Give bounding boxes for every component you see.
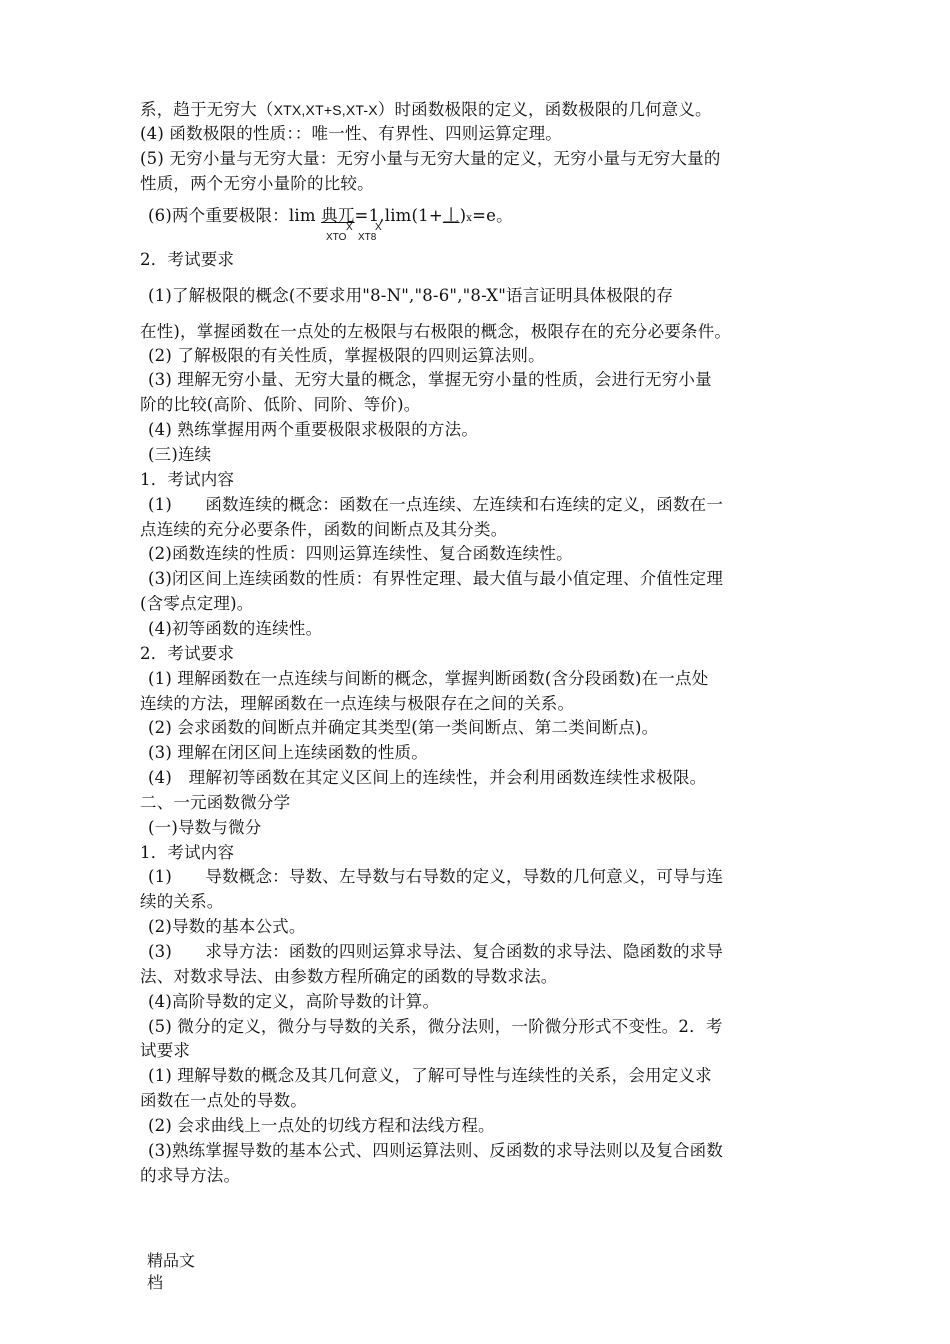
text-line: 2．考试要求	[140, 250, 235, 269]
text-line: (含零点定理)。	[140, 594, 254, 613]
close-paren: )	[459, 206, 467, 225]
text-line: 点连续的充分必要条件，函数的间断点及其分类。	[140, 520, 508, 539]
text-line: (2)导数的基本公式。	[148, 917, 306, 936]
text-line: (4)初等函数的连续性。	[148, 619, 323, 638]
formula-fragment: XTX,XT+S,XT-X	[273, 102, 378, 118]
text-line	[140, 98, 815, 122]
formula-subscript-2: XT8	[358, 232, 377, 243]
formula-line	[148, 204, 823, 231]
text-line: (1) 理解函数在一点连续与间断的概念，掌握判断函数(含分段函数)在一点处	[148, 669, 709, 688]
text-line: (4) 理解初等函数在其定义区间上的连续性，并会利用函数连续性求极限。	[148, 768, 707, 787]
text-line: 2．考试要求	[140, 644, 235, 663]
text-line: (2) 会求曲线上一点处的切线方程和法线方程。	[148, 1116, 495, 1135]
text-line: (3) 理解在闭区间上连续函数的性质。	[148, 743, 428, 762]
text-line: 1．考试内容	[140, 470, 235, 489]
text-line: 法、对数求导法、由参数方程所确定的函数的导数求法。	[140, 967, 558, 986]
text-line: (3) 求导方法：函数的四则运算求导法、复合函数的求导法、隐函数的求导	[148, 942, 724, 961]
text-line: 续的关系。	[140, 892, 224, 911]
text-line: (1) 理解导数的概念及其几何意义，了解可导性与连续性的关系，会用定义求	[148, 1066, 712, 1085]
text-line: (1)了解极限的概念(不要求用"8-N","8-6","8-X"语言证明具体极限的存	[148, 286, 674, 305]
text-line: (2) 了解极限的有关性质，掌握极限的四则运算法则。	[148, 346, 545, 365]
formula-tail: =e。	[472, 206, 513, 225]
text-line: 函数在一点处的导数。	[140, 1091, 307, 1110]
text-line: (3)闭区间上连续函数的性质：有界性定理、最大值与最小值定理、介值性定理	[148, 569, 724, 588]
text-line: (4) 熟练掌握用两个重要极限求极限的方法。	[148, 420, 479, 439]
text-line: (2)函数连续的性质：四则运算连续性、复合函数连续性。	[148, 544, 573, 563]
text-line: 二、一元函数微分学	[140, 793, 291, 812]
text-line: 在性)，掌握函数在一点处的左极限与右极限的概念，极限存在的充分必要条件。	[140, 322, 732, 341]
text-line: 连续的方法，理解函数在一点连续与极限存在之间的关系。	[140, 694, 575, 713]
text-line: (3) 理解无穷小量、无穷大量的概念，掌握无穷小量的性质，会进行无穷小量	[148, 370, 712, 389]
formula-prefix: (6)两个重要极限：	[148, 206, 289, 225]
text-line: 的求导方法。	[140, 1166, 241, 1185]
text-line: (三)连续	[148, 445, 212, 464]
superscript-x: x	[466, 213, 473, 224]
text-line: 试要求	[140, 1041, 191, 1060]
text-line: (一)导数与微分	[148, 818, 262, 837]
formula-subscript-1: XTO	[326, 232, 347, 243]
fraction-1: 典兀	[321, 206, 355, 225]
text-line: (4) 函数极限的性质：：唯一性、有界性、四则运算定理。	[140, 124, 562, 143]
text-line: (4)高阶导数的定义，高阶导数的计算。	[148, 992, 440, 1011]
equals-1: =1,	[354, 206, 385, 225]
text-segment: ）时函数极限的定义，函数极限的几何意义。	[377, 100, 712, 119]
text-line: (3)熟练掌握导数的基本公式、四则运算法则、反函数的求导法则以及复合函数	[148, 1141, 724, 1160]
text-line: 性质，两个无穷小量阶的比较。	[140, 174, 374, 193]
text-line: (1) 函数连续的概念：函数在一点连续、左连续和右连续的定义，函数在一	[148, 495, 724, 514]
text-line: 阶的比较(高阶、低阶、同阶、等价)。	[140, 395, 421, 414]
text-line: 1．考试内容	[140, 843, 235, 862]
text-line: (1) 导数概念：导数、左导数与右导数的定义，导数的几何意义，可导与连	[148, 867, 724, 886]
text-line: (5) 微分的定义，微分与导数的关系，微分法则，一阶微分形式不变性。2．考	[148, 1017, 723, 1036]
lim-2: lim(1+	[384, 206, 443, 225]
formula-x-1: X	[346, 222, 353, 233]
text-line: (2) 会求函数的间断点并确定其类型(第一类间断点、第二类间断点)。	[148, 718, 659, 737]
footer-watermark-line-1: 精品文	[147, 1251, 196, 1270]
fraction-2: 丄	[442, 206, 460, 225]
footer-watermark-line-2: 档	[147, 1273, 164, 1292]
lim-1: lim	[288, 206, 316, 225]
text-segment: 系，趋于无穷大（	[140, 100, 274, 119]
formula-x-2: X	[375, 222, 382, 233]
text-line: (5) 无穷小量与无穷大量：无穷小量与无穷大量的定义，无穷小量与无穷大量的	[140, 149, 721, 168]
